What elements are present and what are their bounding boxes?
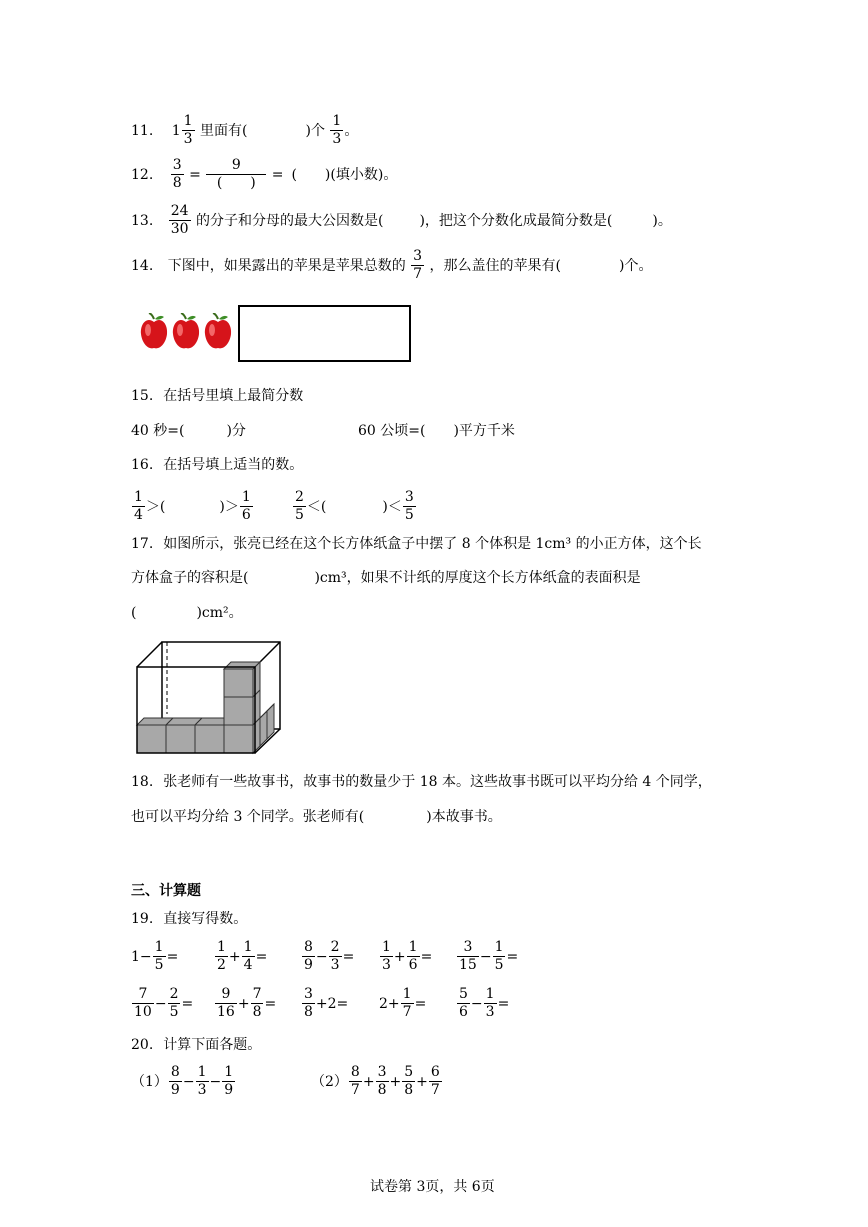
q11: 11. 1 $\frac{1}{3}$ 里面有( )个 $\frac{1}{3}$ 。 <box>131 113 359 148</box>
q17-line3: ( )cm²。 <box>131 605 243 621</box>
q12-fraction-a: $\frac{3}{8}$ <box>172 157 182 192</box>
q16-fraction: $\frac{1}{6}$ <box>241 489 251 524</box>
cover-box <box>238 305 411 362</box>
q12-fraction-b: 9 ( ) <box>206 158 266 192</box>
page-footer: 试卷第 3页，共 6页 <box>370 1179 495 1195</box>
q15: 15. 在括号里填上最简分数 <box>131 388 304 404</box>
fraction: $\frac{1}{3}$ <box>485 986 495 1021</box>
q11-mixed-fraction: $\frac{1}{3}$ <box>183 113 193 148</box>
q17-line1: 17. 如图所示，张亮已经在这个长方体纸盒子中摆了 8 个体积是 1cm³ 的小正方体，这个长 <box>131 536 702 552</box>
calc-item: $\frac{3}{8}$ +2= <box>304 986 349 1021</box>
fraction: $\frac{1}{7}$ <box>402 986 412 1021</box>
fraction: $\frac{7}{10}$ <box>134 986 152 1021</box>
fraction: $\frac{1}{3}$ <box>382 939 391 974</box>
q16: 16. 在括号填上适当的数。 <box>131 457 304 473</box>
fraction: $\frac{1}{6}$ <box>408 939 418 974</box>
q19: 19. 直接写得数。 <box>131 911 248 927</box>
section-title: 三、计算题 <box>131 883 201 899</box>
q11-fraction: $\frac{1}{3}$ <box>332 113 342 148</box>
fraction: $\frac{3}{15}$ <box>459 939 477 974</box>
fraction: $\frac{5}{8}$ <box>404 1064 414 1099</box>
calc-item: $\frac{7}{10}$ − $\frac{2}{5}$ = <box>134 986 194 1021</box>
fraction: $\frac{1}{4}$ <box>243 939 253 974</box>
q15-part-a: 40 秒=( )分 <box>131 423 246 439</box>
fraction: $\frac{9}{16}$ <box>217 986 235 1021</box>
calc-item: $\frac{8}{9}$ − $\frac{2}{3}$ = <box>304 939 355 974</box>
fraction: $\frac{8}{9}$ <box>304 939 313 974</box>
q16-fraction: $\frac{1}{4}$ <box>134 489 143 524</box>
fraction: $\frac{3}{8}$ <box>377 1064 387 1099</box>
q16-part-a: $\frac{1}{4}$ ＞( )＞ $\frac{1}{6}$ <box>134 489 251 524</box>
calc-item: $\frac{1}{2}$ + $\frac{1}{4}$ = <box>217 939 268 974</box>
q13-fraction: $\frac{24}{30}$ <box>170 203 189 238</box>
calc-item: $\frac{1}{3}$ + $\frac{1}{6}$ = <box>382 939 433 974</box>
calc-expression: （2） $\frac{8}{7}$ + $\frac{3}{8}$ + $\frac{5}{8}$ + $\frac{6}{7}$ <box>311 1064 440 1099</box>
fraction: $\frac{8}{7}$ <box>350 1064 360 1099</box>
fraction: $\frac{1}{9}$ <box>224 1064 234 1099</box>
q17-line2: 方体盒子的容积是( )cm³，如果不计纸的厚度这个长方体纸盒的表面积是 <box>131 570 641 586</box>
calc-item: $\frac{3}{15}$ − $\frac{1}{5}$ = <box>459 939 519 974</box>
calc-item: $\frac{9}{16}$ + $\frac{7}{8}$ = <box>217 986 277 1021</box>
cuboid-box-figure <box>130 637 286 759</box>
fraction: $\frac{8}{9}$ <box>170 1064 180 1099</box>
calc-item: $\frac{5}{6}$ − $\frac{1}{3}$ = <box>459 986 510 1021</box>
fraction: $\frac{1}{5}$ <box>494 939 504 974</box>
fraction: $\frac{1}{2}$ <box>217 939 226 974</box>
fraction: $\frac{3}{8}$ <box>304 986 313 1021</box>
fraction: $\frac{1}{3}$ <box>197 1064 207 1099</box>
fraction: $\frac{6}{7}$ <box>430 1064 440 1099</box>
q16-part-b: $\frac{2}{5}$ ＜( )＜ $\frac{3}{5}$ <box>295 489 414 524</box>
calc-item: 1− $\frac{1}{5}$ = <box>131 939 179 974</box>
apple-icon <box>172 313 200 351</box>
q20: 20. 计算下面各题。 <box>131 1037 262 1053</box>
calc-item: 2+ $\frac{1}{7}$ = <box>379 986 427 1021</box>
q16-fraction: $\frac{3}{5}$ <box>404 489 414 524</box>
q18-line1: 18. 张老师有一些故事书，故事书的数量少于 18 本。这些故事书既可以平均分给 4 个同学， <box>131 774 712 790</box>
q16-fraction: $\frac{2}{5}$ <box>295 489 304 524</box>
q18-line2: 也可以平均分给 3 个同学。张老师有( )本故事书。 <box>131 809 502 825</box>
apple-icon <box>140 313 168 351</box>
q13: 13. $\frac{24}{30}$ 的分子和分母的最大公因数是( )，把这个分数化成最简分数是( )。 <box>131 203 672 238</box>
fraction: $\frac{7}{8}$ <box>252 986 262 1021</box>
apple-icon <box>204 313 232 351</box>
fraction: $\frac{1}{5}$ <box>154 939 164 974</box>
q15-part-b: 60 公顷=( )平方千米 <box>358 423 515 439</box>
q14: 14. 下图中，如果露出的苹果是苹果总数的 $\frac{3}{7}$ ，那么盖住的苹果有( )个。 <box>131 248 653 283</box>
q14-fraction: $\frac{3}{7}$ <box>413 248 423 283</box>
fraction: $\frac{5}{6}$ <box>459 986 468 1021</box>
calc-expression: （1） $\frac{8}{9}$ − $\frac{1}{3}$ − $\frac{1}{9}$ <box>131 1064 234 1099</box>
q12: 12. $\frac{3}{8}$ = 9 ( ) = ( )(填小数)。 <box>131 157 398 192</box>
fraction: $\frac{2}{3}$ <box>330 939 340 974</box>
fraction: $\frac{2}{5}$ <box>169 986 179 1021</box>
